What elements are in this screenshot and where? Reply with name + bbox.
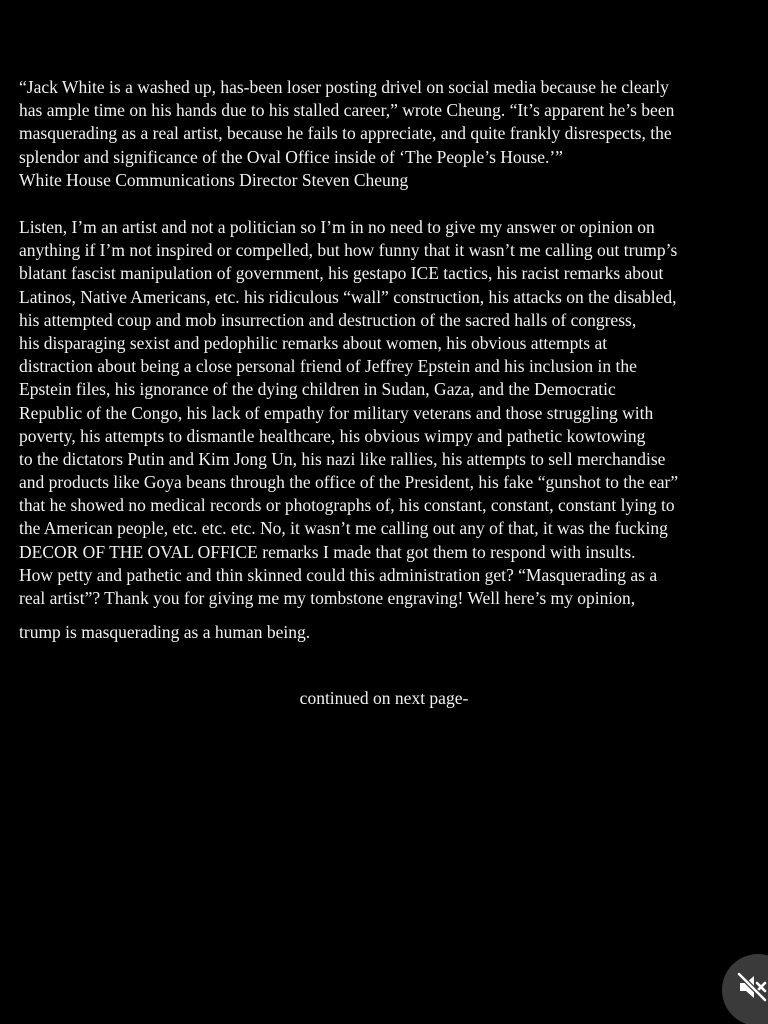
body-line: Latinos, Native Americans, etc. his ridiculous “wall” construction, his attacks on the disabled, <box>19 286 677 307</box>
quote-line: masquerading as a real artist, because he fails to appreciate, and quite frankly disrespects, the <box>19 123 672 144</box>
body-line: poverty, his attempts to dismantle healthcare, his obvious wimpy and pathetic kowtowing <box>19 425 646 446</box>
body-line: his disparaging sexist and pedophilic remarks about women, his obvious attempts at <box>19 332 608 353</box>
body-line: to the dictators Putin and Kim Jong Un, his nazi like rallies, his attempts to sell merchandise <box>19 448 666 469</box>
body-line: real artist”? Thank you for giving me my tombstone engraving! Well here’s my opinion, <box>19 588 636 608</box>
body-line: How petty and pathetic and thin skinned could this administration get? “Masquerading as a <box>19 564 658 585</box>
body-line: anything if I’m not inspired or compelled, but how funny that it wasn’t me calling out trump’s <box>19 240 678 261</box>
body-line: his attempted coup and mob insurrection and destruction of the sacred halls of congress, <box>19 309 637 330</box>
body-line: and products like Goya beans through the office of the President, his fake “gunshot to the ear” <box>19 472 679 493</box>
body-line: blatant fascist manipulation of government, his gestapo ICE tactics, his racist remarks about <box>19 263 664 284</box>
closing-line: trump is masquerading as a human being. <box>19 622 311 642</box>
quote-block <box>19 76 768 192</box>
continued-note: continued on next page- <box>299 688 469 708</box>
speaker-muted-icon <box>736 971 768 1009</box>
quote-line: has ample time on his hands due to his stalled career,” wrote Cheung. “It’s apparent he’s been <box>19 100 675 121</box>
body-line: Republic of the Congo, his lack of empathy for military veterans and those struggling with <box>19 402 654 423</box>
quote-attribution: White House Communications Director Steven Cheung <box>19 169 409 190</box>
statement-body <box>19 216 768 610</box>
quote-line: “Jack White is a washed up, has-been loser posting drivel on social media because he clearly <box>19 77 669 97</box>
body-line: that he showed no medical records or photographs of, his constant, constant, constant lying to <box>19 495 675 516</box>
mute-button[interactable] <box>722 954 768 1024</box>
quote-line: splendor and significance of the Oval Office inside of ‘The People’s House.’” <box>19 146 563 167</box>
body-line: distraction about being a close personal friend of Jeffrey Epstein and his inclusion in the <box>19 356 637 377</box>
body-line: DECOR OF THE OVAL OFFICE remarks I made that got them to respond with insults. <box>19 541 636 562</box>
body-line: Listen, I’m an artist and not a politician so I’m in no need to give my answer or opinion on <box>19 217 655 237</box>
body-line: Epstein files, his ignorance of the dying children in Sudan, Gaza, and the Democratic <box>19 379 616 400</box>
body-line: the American people, etc. etc. etc. No, it wasn’t me calling out any of that, it was the fucking <box>19 518 668 539</box>
